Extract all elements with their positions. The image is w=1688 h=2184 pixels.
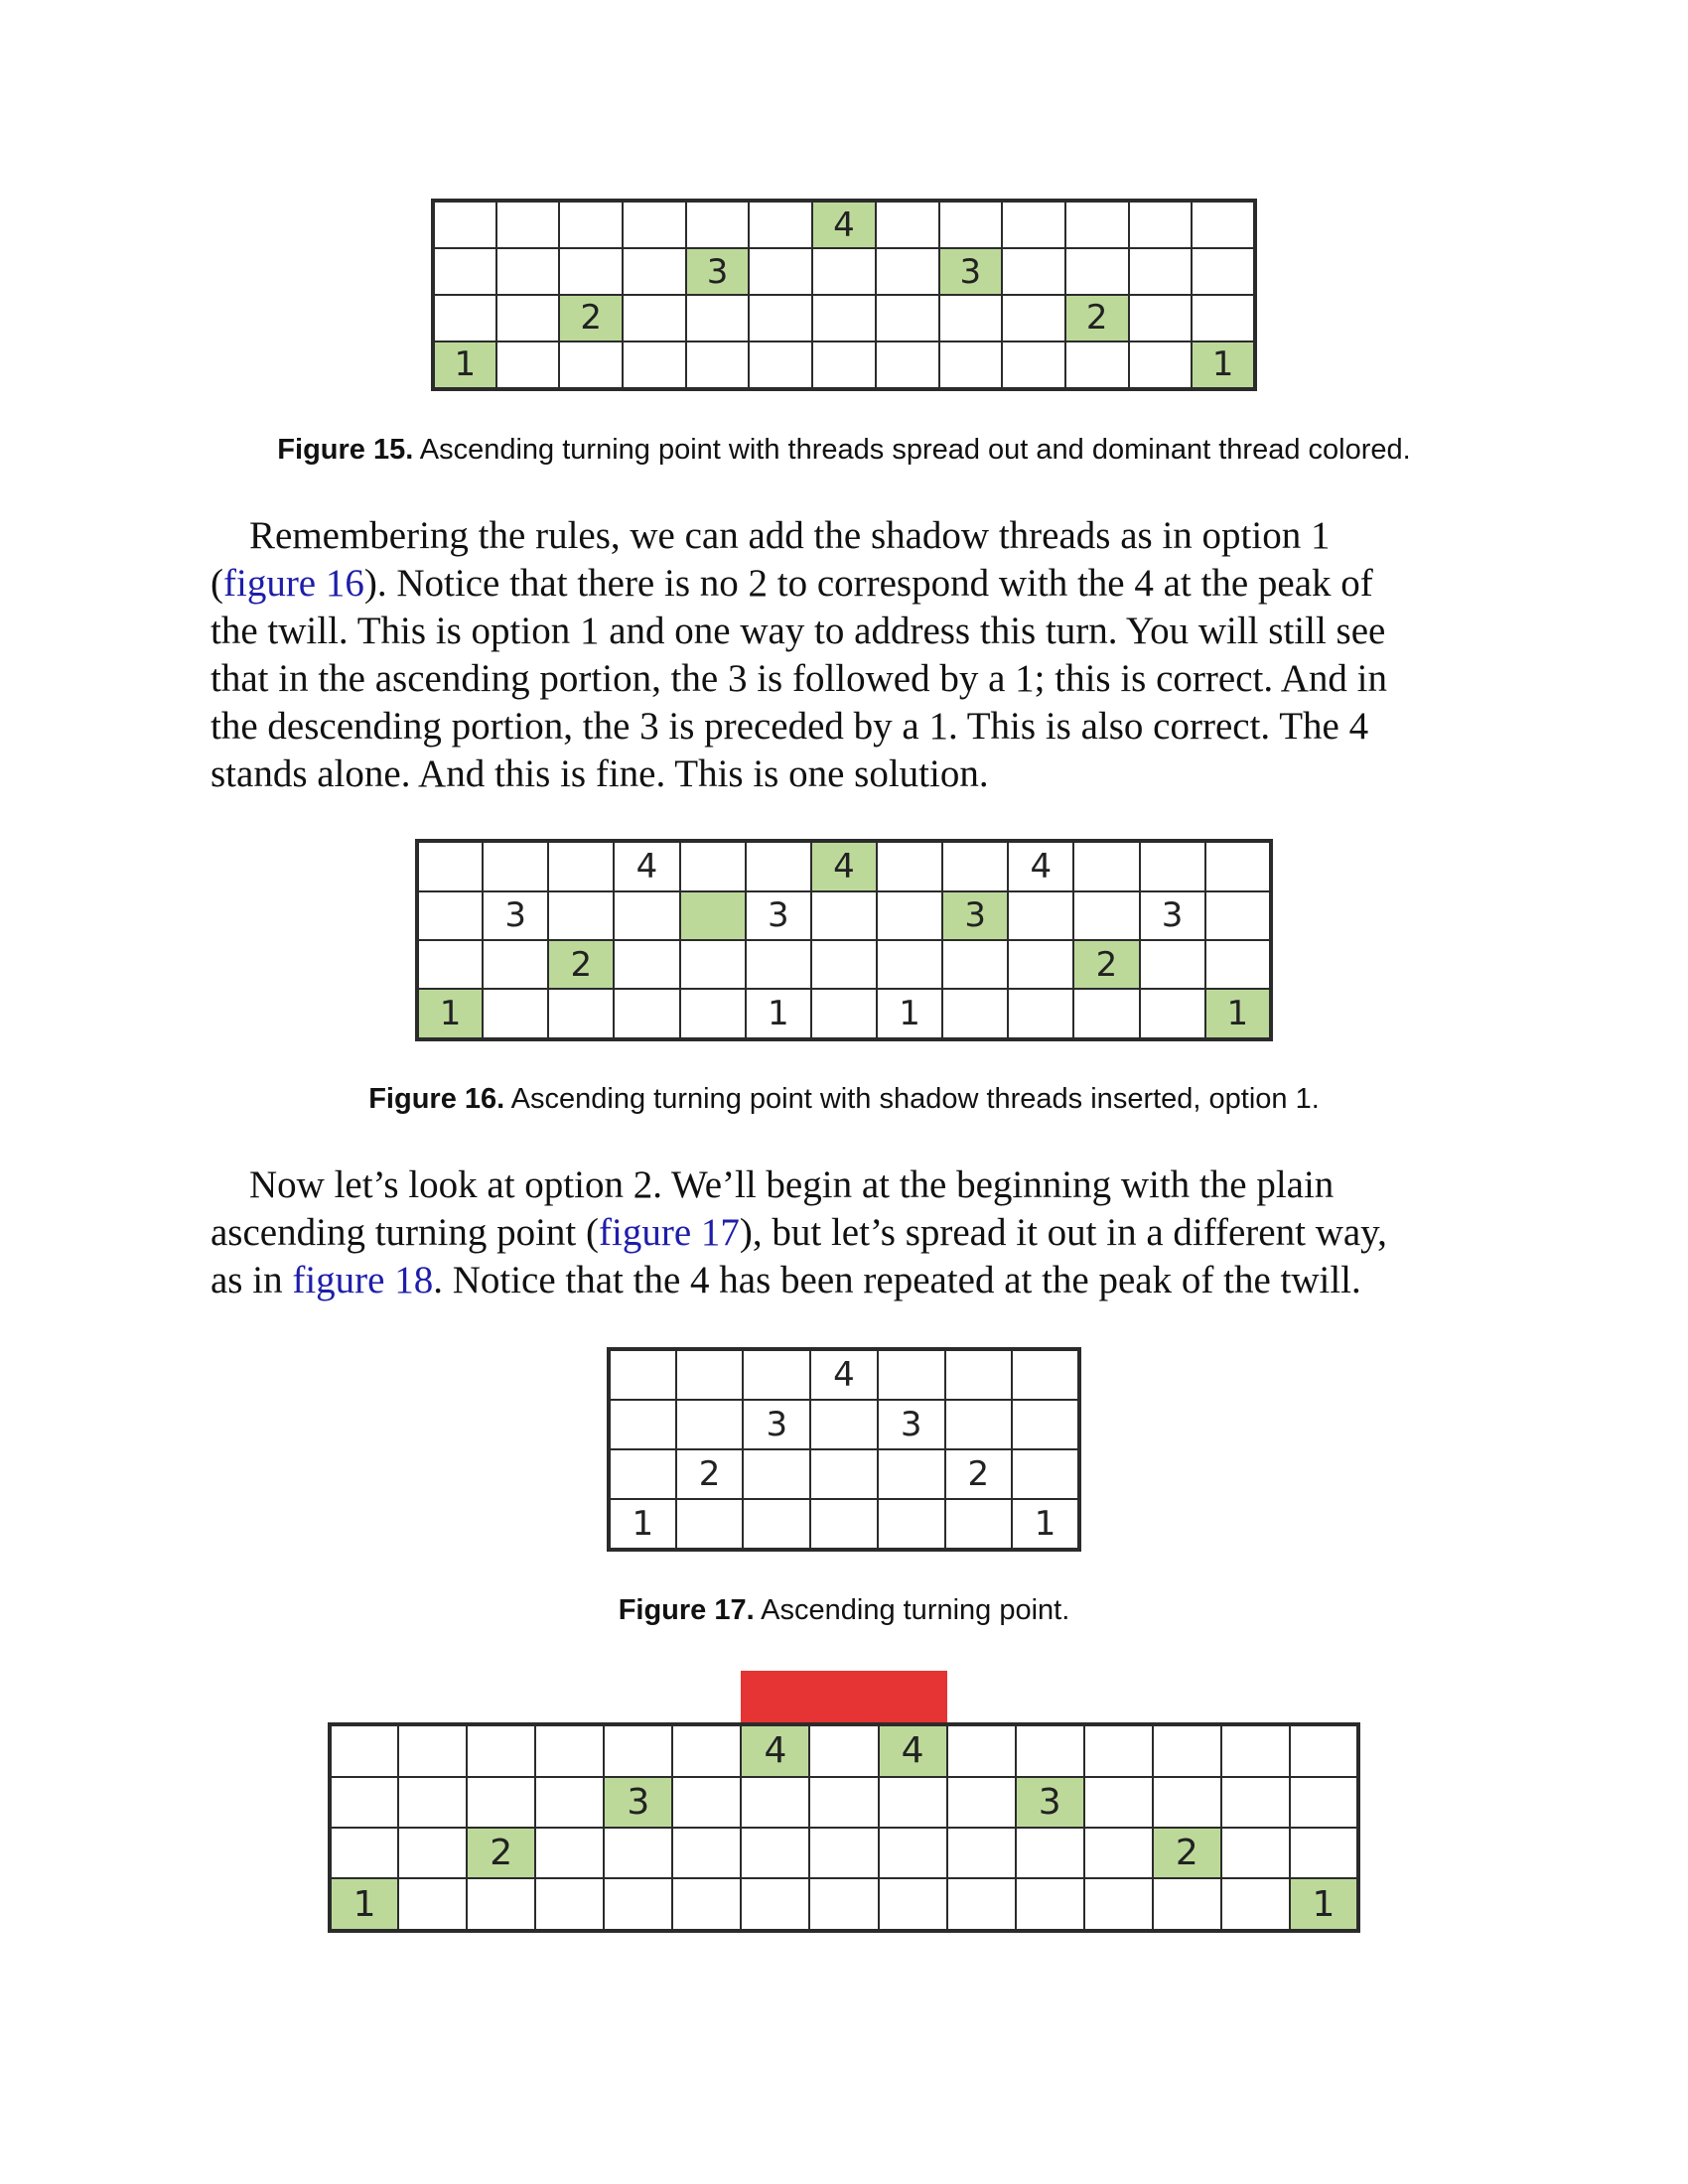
grid-cell — [809, 1724, 878, 1777]
grid-cell — [672, 1777, 741, 1828]
figure-17-draft-grid — [607, 1347, 1081, 1552]
grid-cell — [535, 1878, 604, 1931]
grid-cell — [535, 1724, 604, 1777]
grid-cell — [330, 1777, 398, 1828]
grid-cell — [810, 1449, 878, 1499]
grid-cell — [809, 1777, 878, 1828]
grid-cell — [330, 1828, 398, 1878]
grid-cell: 4 — [1008, 841, 1073, 891]
grid-row — [330, 1777, 1358, 1828]
grid-cell — [1140, 989, 1205, 1039]
figure-link[interactable]: figure 18 — [292, 1259, 434, 1301]
grid-cell — [1012, 1400, 1079, 1449]
grid-cell — [809, 1878, 878, 1931]
grid-cell: 1 — [1192, 341, 1255, 389]
grid-cell: 3 — [604, 1777, 672, 1828]
grid-cell — [1065, 248, 1129, 295]
grid-cell — [749, 201, 812, 248]
grid-cell — [1221, 1724, 1290, 1777]
grid-cell: 2 — [1073, 940, 1139, 989]
grid-cell — [1192, 201, 1255, 248]
grid-cell — [686, 341, 750, 389]
grid-cell — [810, 1400, 878, 1449]
grid-cell — [746, 841, 811, 891]
grid-cell: 1 — [417, 989, 483, 1039]
figure-17-caption — [0, 1594, 1688, 1627]
grid-cell — [1002, 295, 1065, 341]
grid-cell — [623, 248, 686, 295]
grid-cell: 1 — [609, 1499, 676, 1550]
grid-cell: 1 — [1290, 1878, 1358, 1931]
grid-cell: 1 — [746, 989, 811, 1039]
text-run: that in the ascending portion, the 3 is followed by a 1; this is correct. And in — [211, 657, 1387, 700]
grid-cell — [548, 891, 614, 940]
grid-cell — [1290, 1828, 1358, 1878]
grid-cell: 1 — [877, 989, 942, 1039]
text-run: ). Notice that there is no 2 to correspond with the 4 at the peak of — [363, 562, 1373, 605]
figure-15-caption-label: Figure 15. — [277, 434, 414, 466]
grid-cell — [811, 891, 877, 940]
grid-cell — [680, 891, 746, 940]
grid-row — [417, 940, 1271, 989]
paragraph-line — [211, 512, 1491, 560]
grid-row — [417, 989, 1271, 1039]
grid-cell — [1012, 1449, 1079, 1499]
grid-cell — [1129, 341, 1193, 389]
grid-cell — [676, 1499, 744, 1550]
grid-cell: 4 — [812, 201, 876, 248]
grid-cell — [1084, 1777, 1153, 1828]
grid-cell — [811, 989, 877, 1039]
grid-cell — [604, 1828, 672, 1878]
grid-cell: 2 — [548, 940, 614, 989]
text-run: the descending portion, the 3 is preceded by a 1. This is also correct. The 4 — [211, 705, 1369, 748]
grid-cell — [1290, 1724, 1358, 1777]
grid-cell — [743, 1349, 810, 1400]
grid-cell — [749, 248, 812, 295]
grid-cell: 4 — [810, 1349, 878, 1400]
grid-cell — [535, 1828, 604, 1878]
figure-link[interactable]: figure 17 — [599, 1211, 740, 1254]
grid-cell — [945, 1349, 1013, 1400]
grid-cell — [876, 248, 939, 295]
paragraph-line — [211, 1209, 1491, 1257]
grid-cell — [876, 295, 939, 341]
grid-cell — [1192, 295, 1255, 341]
grid-cell — [672, 1878, 741, 1931]
grid-row — [609, 1400, 1079, 1449]
grid-row — [433, 295, 1255, 341]
figure-18-peak-highlight-bar — [741, 1671, 947, 1722]
grid-cell — [433, 248, 496, 295]
grid-cell — [879, 1878, 947, 1931]
grid-cell — [609, 1349, 676, 1400]
grid-cell: 3 — [1016, 1777, 1084, 1828]
grid-row — [433, 248, 1255, 295]
paragraph-option-1 — [211, 512, 1491, 798]
grid-cell — [812, 341, 876, 389]
grid-cell — [1016, 1828, 1084, 1878]
grid-cell: 4 — [879, 1724, 947, 1777]
grid-cell — [947, 1878, 1016, 1931]
grid-cell: 3 — [1140, 891, 1205, 940]
grid-cell — [749, 295, 812, 341]
grid-cell — [398, 1724, 467, 1777]
grid-cell — [1153, 1878, 1221, 1931]
grid-cell — [1205, 891, 1271, 940]
grid-cell — [1008, 989, 1073, 1039]
grid-cell: 1 — [1012, 1499, 1079, 1550]
grid-cell: 4 — [811, 841, 877, 891]
paragraph-line — [211, 608, 1491, 655]
grid-cell — [417, 891, 483, 940]
text-run: Now let’s look at option 2. We’ll begin at the beginning with the plain — [211, 1163, 1335, 1206]
grid-cell — [741, 1878, 809, 1931]
paragraph-line — [211, 1257, 1491, 1304]
grid-cell — [1129, 201, 1193, 248]
grid-cell — [417, 940, 483, 989]
grid-row — [417, 841, 1271, 891]
figure-17-caption-text: Ascending turning point. — [754, 1594, 1070, 1626]
paragraph-line — [211, 703, 1491, 751]
grid-cell — [614, 940, 679, 989]
grid-cell — [878, 1499, 945, 1550]
grid-cell — [939, 295, 1003, 341]
grid-cell — [496, 341, 560, 389]
grid-cell — [1153, 1724, 1221, 1777]
grid-cell — [676, 1349, 744, 1400]
grid-cell — [947, 1724, 1016, 1777]
grid-cell — [1008, 891, 1073, 940]
grid-cell — [741, 1828, 809, 1878]
grid-cell: 3 — [483, 891, 548, 940]
grid-cell — [811, 940, 877, 989]
grid-cell — [877, 841, 942, 891]
grid-cell — [433, 295, 496, 341]
grid-cell — [1084, 1724, 1153, 1777]
text-run: Remembering the rules, we can add the shadow threads as in option 1 — [211, 514, 1331, 557]
grid-cell — [942, 841, 1008, 891]
grid-cell — [947, 1777, 1016, 1828]
grid-cell: 1 — [330, 1878, 398, 1931]
text-run: as in — [211, 1259, 293, 1301]
grid-cell — [680, 940, 746, 989]
grid-cell — [876, 341, 939, 389]
grid-cell: 2 — [945, 1449, 1013, 1499]
grid-cell — [1002, 248, 1065, 295]
grid-row — [433, 201, 1255, 248]
grid-cell — [1129, 295, 1193, 341]
grid-cell — [809, 1828, 878, 1878]
paragraph-line — [211, 751, 1491, 798]
grid-cell — [1002, 201, 1065, 248]
grid-cell — [939, 201, 1003, 248]
grid-cell — [496, 295, 560, 341]
grid-cell — [939, 341, 1003, 389]
grid-cell: 4 — [741, 1724, 809, 1777]
grid-cell — [1002, 341, 1065, 389]
grid-row — [417, 891, 1271, 940]
grid-cell: 2 — [1065, 295, 1129, 341]
grid-cell — [609, 1449, 676, 1499]
grid-cell — [1016, 1878, 1084, 1931]
grid-cell — [1012, 1349, 1079, 1400]
figure-16-caption — [0, 1083, 1688, 1116]
figure-15-draft-grid — [431, 199, 1257, 391]
grid-cell — [483, 940, 548, 989]
grid-cell — [1065, 341, 1129, 389]
grid-cell — [942, 940, 1008, 989]
grid-cell — [743, 1449, 810, 1499]
grid-cell — [417, 841, 483, 891]
grid-cell — [1073, 891, 1139, 940]
grid-cell — [604, 1724, 672, 1777]
grid-cell: 4 — [614, 841, 679, 891]
figure-15-caption-text: Ascending turning point with threads spread out and dominant thread colored. — [413, 434, 1411, 466]
grid-cell — [559, 341, 623, 389]
grid-cell — [548, 989, 614, 1039]
grid-cell — [623, 201, 686, 248]
grid-cell — [1205, 940, 1271, 989]
grid-cell: 3 — [686, 248, 750, 295]
grid-cell: 2 — [1153, 1828, 1221, 1878]
grid-cell — [1065, 201, 1129, 248]
grid-cell — [398, 1777, 467, 1828]
grid-row — [330, 1878, 1358, 1931]
grid-cell — [879, 1777, 947, 1828]
grid-cell — [672, 1828, 741, 1878]
text-run: ascending turning point ( — [211, 1211, 600, 1254]
grid-cell — [548, 841, 614, 891]
grid-cell — [467, 1724, 535, 1777]
grid-cell — [467, 1878, 535, 1931]
grid-cell — [609, 1400, 676, 1449]
grid-cell — [876, 201, 939, 248]
grid-cell — [604, 1878, 672, 1931]
grid-cell — [1140, 841, 1205, 891]
paragraph-option-2 — [211, 1161, 1491, 1304]
grid-cell: 2 — [676, 1449, 744, 1499]
grid-cell — [746, 940, 811, 989]
grid-cell — [749, 341, 812, 389]
paragraph-line — [211, 655, 1491, 703]
grid-cell — [676, 1400, 744, 1449]
figure-15-caption — [0, 434, 1688, 467]
grid-cell — [879, 1828, 947, 1878]
grid-cell — [623, 295, 686, 341]
grid-cell — [1084, 1878, 1153, 1931]
grid-cell: 3 — [743, 1400, 810, 1449]
grid-cell — [1084, 1828, 1153, 1878]
grid-cell — [672, 1724, 741, 1777]
figure-18-draft-grid — [328, 1722, 1360, 1933]
grid-cell: 2 — [467, 1828, 535, 1878]
grid-row — [330, 1828, 1358, 1878]
grid-cell — [398, 1828, 467, 1878]
grid-cell — [1221, 1828, 1290, 1878]
grid-cell — [535, 1777, 604, 1828]
grid-cell: 3 — [746, 891, 811, 940]
grid-cell — [1129, 248, 1193, 295]
grid-cell — [398, 1878, 467, 1931]
grid-cell — [559, 201, 623, 248]
figure-link[interactable]: figure 16 — [223, 562, 364, 605]
grid-cell — [812, 295, 876, 341]
grid-cell — [945, 1400, 1013, 1449]
grid-cell: 1 — [433, 341, 496, 389]
grid-cell — [1016, 1724, 1084, 1777]
grid-cell — [878, 1349, 945, 1400]
grid-cell — [945, 1499, 1013, 1550]
grid-cell — [1221, 1777, 1290, 1828]
grid-cell — [1073, 841, 1139, 891]
grid-row — [330, 1724, 1358, 1777]
grid-cell — [496, 248, 560, 295]
grid-cell — [947, 1828, 1016, 1878]
grid-cell: 3 — [942, 891, 1008, 940]
figure-17-caption-label: Figure 17. — [618, 1594, 755, 1626]
grid-cell: 2 — [559, 295, 623, 341]
grid-cell — [741, 1777, 809, 1828]
grid-cell — [680, 841, 746, 891]
paragraph-line — [211, 560, 1491, 608]
figure-16-caption-label: Figure 16. — [368, 1083, 505, 1115]
grid-cell — [810, 1499, 878, 1550]
grid-cell — [686, 201, 750, 248]
grid-cell — [877, 940, 942, 989]
grid-cell — [433, 201, 496, 248]
grid-cell — [483, 989, 548, 1039]
grid-cell: 3 — [939, 248, 1003, 295]
grid-cell — [467, 1777, 535, 1828]
grid-row — [433, 341, 1255, 389]
grid-cell — [559, 248, 623, 295]
grid-cell — [1205, 841, 1271, 891]
grid-cell — [1073, 989, 1139, 1039]
grid-cell: 1 — [1205, 989, 1271, 1039]
grid-cell — [614, 989, 679, 1039]
grid-cell — [496, 201, 560, 248]
text-run: stands alone. And this is fine. This is one solution. — [211, 752, 989, 795]
text-run: ( — [211, 562, 223, 605]
grid-cell — [812, 248, 876, 295]
grid-cell — [1290, 1777, 1358, 1828]
text-run: the twill. This is option 1 and one way to address this turn. You will still see — [211, 610, 1386, 652]
grid-row — [609, 1349, 1079, 1400]
grid-cell — [743, 1499, 810, 1550]
grid-row — [609, 1449, 1079, 1499]
grid-cell — [1140, 940, 1205, 989]
grid-cell — [1008, 940, 1073, 989]
grid-cell — [330, 1724, 398, 1777]
grid-cell — [686, 295, 750, 341]
grid-cell — [878, 1449, 945, 1499]
paragraph-line — [211, 1161, 1491, 1209]
grid-cell — [942, 989, 1008, 1039]
text-run: ), but let’s spread it out in a different way, — [739, 1211, 1387, 1254]
grid-cell — [623, 341, 686, 389]
grid-cell — [483, 841, 548, 891]
grid-cell — [614, 891, 679, 940]
figure-16-caption-text: Ascending turning point with shadow threads inserted, option 1. — [504, 1083, 1320, 1115]
grid-cell — [680, 989, 746, 1039]
grid-cell — [1192, 248, 1255, 295]
grid-cell — [1221, 1878, 1290, 1931]
grid-row — [609, 1499, 1079, 1550]
grid-cell — [877, 891, 942, 940]
figure-16-draft-grid — [415, 839, 1273, 1041]
grid-cell: 3 — [878, 1400, 945, 1449]
grid-cell — [1153, 1777, 1221, 1828]
text-run: . Notice that the 4 has been repeated at the peak of the twill. — [433, 1259, 1361, 1301]
